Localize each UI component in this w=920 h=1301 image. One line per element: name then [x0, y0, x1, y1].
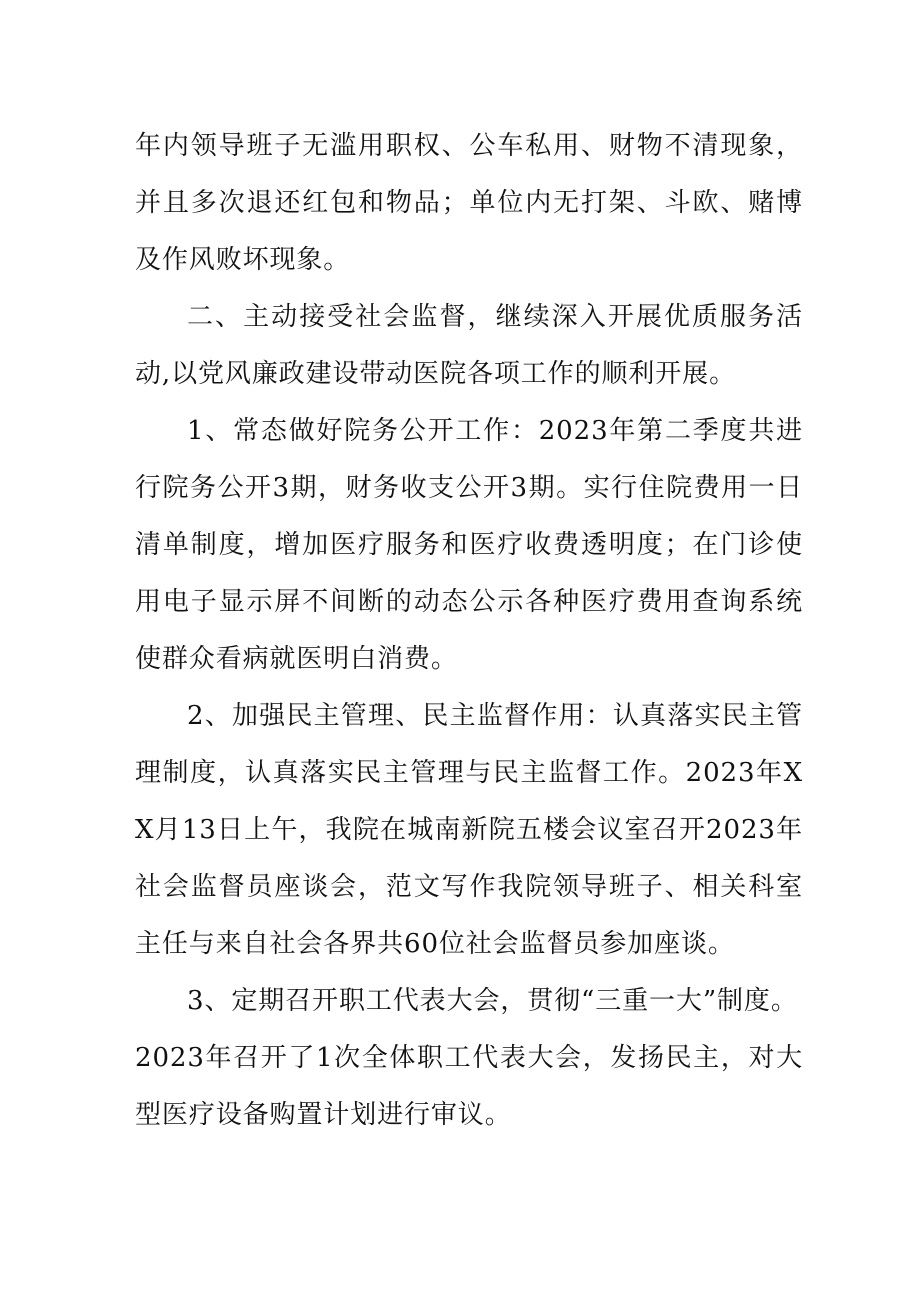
paragraph-continuation: 年内领导班子无滥用职权、公车私用、财物不清现象，并且多次退还红包和物品；单位内无打架、斗欧、赌博及作风败坏现象。 [135, 131, 803, 275]
paragraph-item-3-continued: 2023年召开了1次全体职工代表大会，发扬民主，对大型医疗设备购置计划进行审议。 [135, 1043, 803, 1130]
document-body [135, 118, 803, 1144]
paragraph-item-3: 3、定期召开职工代表大会，贯彻“三重一大”制度。 [187, 986, 798, 1016]
paragraph-item-1: 1、常态做好院务公开工作：2023年第二季度共进行院务公开3期，财务收支公开3期。实行住院费用一日清单制度，增加医疗服务和医疗收费透明度；在门诊使用电子显示屏不间断的动态公示各种医疗费用查询系统使群众看病就医明白消费。 [135, 416, 803, 674]
paragraph-section-two-heading: 二、主动接受社会监督，继续深入开展优质服务活动,以党风廉政建设带动医院各项工作的顺利开展。 [135, 302, 803, 389]
paragraph-item-2: 2、加强民主管理、民主监督作用：认真落实民主管理制度，认真落实民主管理与民主监督工作。2023年XX月13日上午，我院在城南新院五楼会议室召开2023年社会监督员座谈会，范文写作我院领导班子、相关科室主任与来自社会各界共60位社会监督员参加座谈。 [135, 701, 803, 959]
